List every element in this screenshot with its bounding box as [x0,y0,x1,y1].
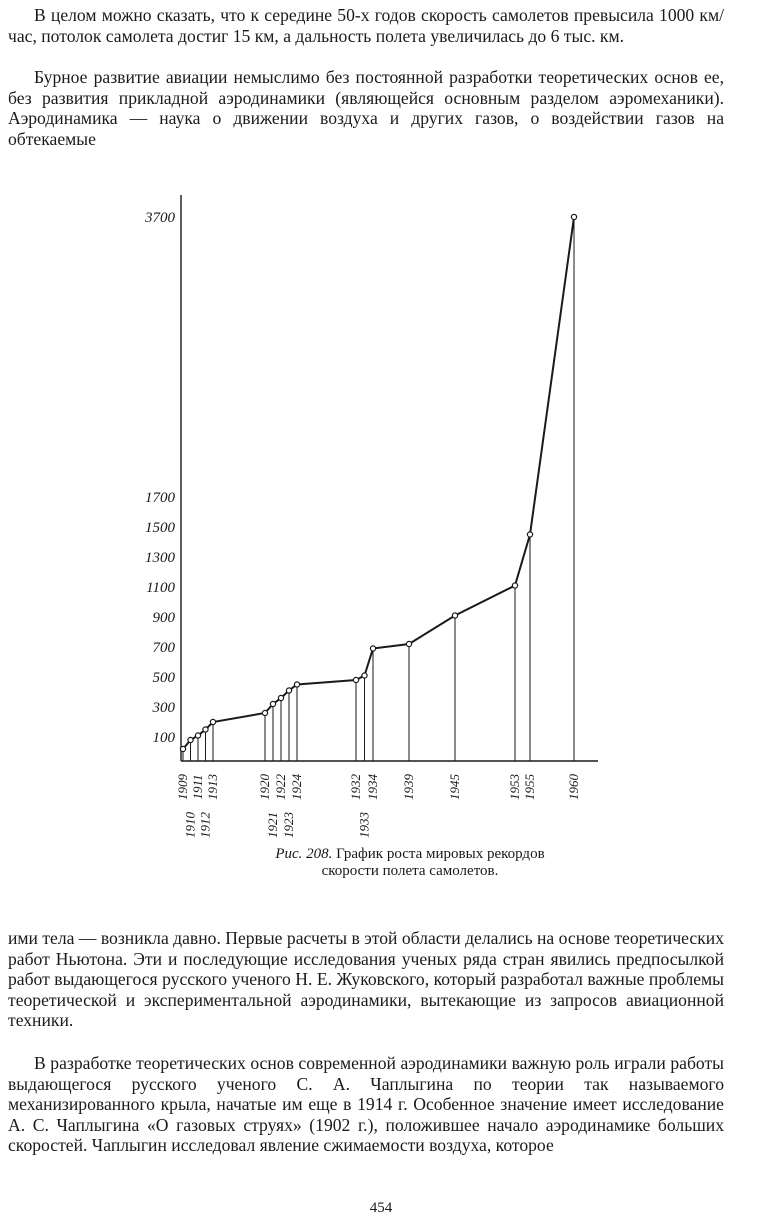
point-1933 [362,673,367,678]
drop-lines [183,217,574,761]
point-1939 [406,641,411,646]
x-tick-1934: 1934 [365,774,380,800]
point-1953 [512,583,517,588]
point-1945 [452,613,457,618]
y-tick-labels [144,210,176,746]
point-1921 [270,701,275,706]
point-1912 [203,727,208,732]
caption-line-2: скорости полета самолетов. [321,863,499,879]
x-tick-1910: 1910 [182,812,198,838]
x-tick-1953: 1953 [507,774,522,800]
x-tick-1921: 1921 [265,812,280,838]
y-tick-500: 500 [152,670,175,686]
point-1934 [370,646,375,651]
y-tick-1300: 1300 [145,550,175,566]
x-tick-1960: 1960 [566,774,581,800]
x-tick-1909: 1909 [175,774,190,800]
chart-axes [181,195,598,761]
point-1909 [180,746,185,751]
y-tick-900: 900 [152,610,175,626]
x-tick-1924: 1924 [289,774,304,800]
point-1960 [571,214,576,219]
x-tick-labels [175,774,581,839]
y-tick-700: 700 [152,640,175,656]
point-1923 [286,688,291,693]
x-tick-1945: 1945 [447,774,462,800]
x-tick-1955: 1955 [522,774,537,800]
paragraph-aerodynamics: Бурное развитие авиации немыслимо без постоянной разработки теоретических основ ее, без развития прикладной аэродинамики (являющейся основным разделом аэромеханики). Аэродинамика — наука о движении воздуха и других газов, о воздействии газов на обтекаемые [8,67,724,149]
x-tick-1913: 1913 [205,774,220,800]
y-tick-1700: 1700 [145,490,175,506]
x-tick-1920: 1920 [257,774,272,800]
point-1922 [278,695,283,700]
figure-number: Рис. 208. [275,846,333,862]
x-tick-1922: 1922 [273,774,288,800]
point-1910 [188,737,193,742]
x-tick-1933: 1933 [356,812,372,838]
y-tick-100: 100 [152,730,175,746]
point-1955 [527,532,532,537]
point-1911 [195,733,200,738]
point-1920 [262,710,267,715]
speed-records-chart [0,175,762,840]
paragraph-chaplygin: В разработке теоретических основ современной аэродинамики важную роль играли работы выдающегося русского ученого С. А. Чаплыгина по теории так называемого механизированного крыла, начатые им еще в 1914 г. Особенное значение имеет исследование А. С. Чаплыгина «О газовых струях» (1902 г.), положившее начало аэродинамике больших скоростей. Чаплыгин исследовал явление сжимаемости воздуха, которое [8,1053,724,1155]
page-number: 454 [369,1200,393,1216]
paragraph-history: ими тела — возникла давно. Первые расчеты в этой области делались на основе теоретических работ Ньютона. Эти и последующие исследования ученых ряда стран явились предпосылкой работ выдающегося русского ученого Н. Е. Жуковского, который разработал важные проблемы теоретической и экспериментальной аэродинамики, вытекающие из запросов авиационной техники. [8,928,724,1030]
y-tick-3700: 3700 [145,210,175,226]
x-tick-1911: 1911 [190,774,205,800]
x-tick-1923: 1923 [281,812,296,838]
figure-caption [140,846,680,880]
y-tick-300: 300 [152,700,175,716]
caption-line-1: График роста мировых рекордов [336,846,545,862]
y-tick-1500: 1500 [145,520,175,536]
x-tick-1939: 1939 [401,774,416,800]
x-tick-1912: 1912 [197,812,213,838]
paragraph-intro: В целом можно сказать, что к середине 50-х годов скорость самолетов превысила 1000 км/час, потолок самолета достиг 15 км, а дальность полета увеличилась до 6 тыс. км. [8,5,724,46]
x-tick-1932: 1932 [348,774,363,800]
data-points [180,214,576,751]
y-tick-1100: 1100 [146,580,175,596]
point-1913 [210,719,215,724]
point-1924 [294,682,299,687]
point-1932 [353,677,358,682]
